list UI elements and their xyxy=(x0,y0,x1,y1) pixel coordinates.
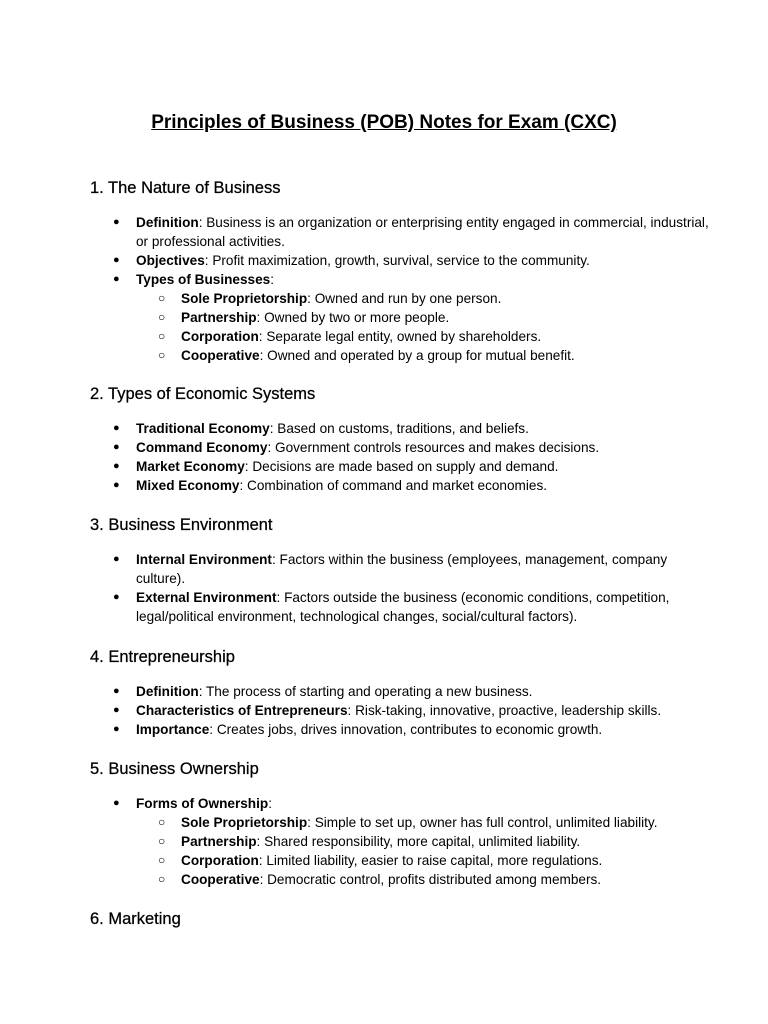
list-item: ● Definition: The process of starting and operating a new business. xyxy=(113,684,533,699)
list-item: ● Objectives: Profit maximization, growth, survival, service to the community. xyxy=(113,253,590,268)
list-item: ● Internal Environment: Factors within the business (employees, management, company culture). xyxy=(113,552,668,586)
list-item: ○ Corporation: Separate legal entity, owned by shareholders. xyxy=(158,329,542,344)
list-item: ● Definition: Business is an organization or enterprising entity engaged in commercial, industrial, or professional activities. xyxy=(113,215,709,249)
circle-bullet-icon: ○ xyxy=(158,329,166,343)
bullet-icon: ● xyxy=(113,422,120,434)
section-marketing xyxy=(90,908,710,930)
list-item: ● Command Economy: Government controls resources and makes decisions. xyxy=(113,440,600,455)
list-item: ○ Partnership: Owned by two or more people. xyxy=(158,310,450,325)
bullet-icon: ● xyxy=(113,704,120,716)
section-nature-of-business xyxy=(90,177,710,365)
list-item: ○ Cooperative: Owned and operated by a group for mutual benefit. xyxy=(158,348,575,363)
circle-bullet-icon: ○ xyxy=(158,291,166,305)
bullet-icon: ● xyxy=(113,273,120,285)
bullet-icon: ● xyxy=(113,591,120,603)
list-item: ○ Cooperative: Democratic control, profits distributed among members. xyxy=(158,872,602,887)
list-item: ● Characteristics of Entrepreneurs: Risk-taking, innovative, proactive, leadership skills. xyxy=(113,703,662,718)
section-heading: 2. Types of Economic Systems xyxy=(90,385,316,403)
list-item: ○ Corporation: Limited liability, easier to raise capital, more regulations. xyxy=(158,853,603,868)
section-entrepreneurship xyxy=(90,646,710,739)
bullet-icon: ● xyxy=(113,685,120,697)
list-item: ● Market Economy: Decisions are made based on supply and demand. xyxy=(113,459,559,474)
bullet-icon: ● xyxy=(113,479,120,491)
bullet-list xyxy=(90,794,710,889)
bullet-icon: ● xyxy=(113,460,120,472)
section-business-environment xyxy=(90,514,710,626)
list-item: ● Mixed Economy: Combination of command and market economies. xyxy=(113,478,548,493)
list-item: ● Forms of Ownership: ○ Sole Proprietorship: Simple to set up, owner has full control, unlimited liability. ○ Partnership: Shared responsibility, more capital, unlimited liability. ○ Corporation: Limited liability, easier to raise capital, more regulations. ○ Cooperative: Democratic control, profits distributed among members. xyxy=(90,794,710,889)
bullet-icon: ● xyxy=(113,553,120,565)
section-economic-systems xyxy=(90,383,710,495)
list-item: ● Importance: Creates jobs, drives innovation, contributes to economic growth. xyxy=(113,722,603,737)
bullet-list xyxy=(90,682,710,739)
bullet-list xyxy=(90,550,710,626)
bullet-icon: ● xyxy=(113,441,120,453)
list-item: ○ Sole Proprietorship: Simple to set up, owner has full control, unlimited liability. xyxy=(158,815,658,830)
list-item: ● Types of Businesses: ○ Sole Proprietorship: Owned and run by one person. ○ Partnership: Owned by two or more people. ○ Corporation: Separate legal entity, owned by shareholders. ○ Cooperative: Owned and operated by a group for mutual benefit. xyxy=(90,270,710,365)
circle-bullet-icon: ○ xyxy=(158,815,166,829)
circle-bullet-icon: ○ xyxy=(158,834,166,848)
section-heading: 4. Entrepreneurship xyxy=(90,648,235,666)
section-heading: 3. Business Environment xyxy=(90,516,273,534)
circle-bullet-icon: ○ xyxy=(158,872,166,886)
bullet-icon: ● xyxy=(113,216,120,228)
section-heading: 5. Business Ownership xyxy=(90,760,259,778)
section-heading: 1. The Nature of Business xyxy=(90,179,281,197)
bullet-list xyxy=(90,419,710,495)
list-item: ○ Partnership: Shared responsibility, more capital, unlimited liability. xyxy=(158,834,581,849)
list-item: ○ Sole Proprietorship: Owned and run by one person. xyxy=(158,291,502,306)
bullet-icon: ● xyxy=(113,797,120,809)
bullet-list xyxy=(90,213,710,365)
bullet-icon: ● xyxy=(113,723,120,735)
bullet-icon: ● xyxy=(113,254,120,266)
sub-bullet-list xyxy=(136,289,710,365)
section-business-ownership xyxy=(90,758,710,889)
circle-bullet-icon: ○ xyxy=(158,853,166,867)
list-item: ● External Environment: Factors outside the business (economic conditions, competition, legal/political environment, technological changes, social/cultural factors). xyxy=(113,590,670,624)
sub-bullet-list xyxy=(136,813,710,889)
circle-bullet-icon: ○ xyxy=(158,310,166,324)
section-heading: 6. Marketing xyxy=(90,910,181,928)
page-title: Principles of Business (POB) Notes for Exam (CXC) xyxy=(151,112,617,133)
list-item: ● Traditional Economy: Based on customs, traditions, and beliefs. xyxy=(113,421,529,436)
circle-bullet-icon: ○ xyxy=(158,348,166,362)
